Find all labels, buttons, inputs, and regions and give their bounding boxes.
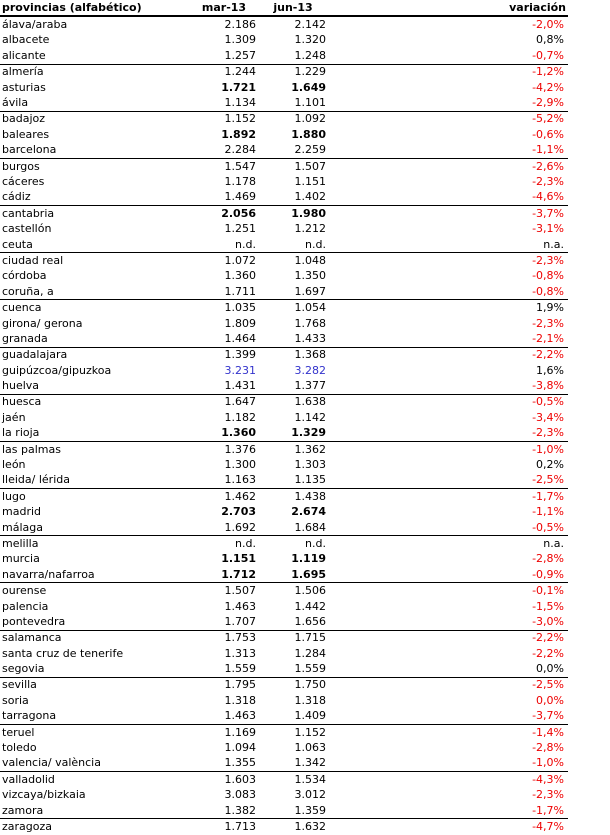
table-row	[0, 693, 568, 708]
mar-value-cell: 1.376	[190, 441, 258, 457]
jun-value-cell: 1.697	[294, 284, 326, 298]
mar-value-cell: 1.463	[224, 709, 256, 723]
mar-value-cell: 1.163	[224, 473, 256, 487]
table-row	[0, 127, 568, 142]
variation-cell: -2,3%	[532, 316, 564, 330]
province-cell: sevilla	[0, 677, 190, 693]
variation-cell: -3,0%	[532, 614, 564, 628]
variation-cell: -2,2%	[532, 646, 564, 660]
province-cell: lleida/ lérida	[2, 473, 70, 487]
province-cell: ciudad real	[0, 253, 190, 269]
table-row	[0, 788, 568, 803]
jun-value-cell: 3.012	[294, 788, 326, 802]
variation-cell: -2,3%	[532, 174, 564, 188]
variation-cell: -1,0%	[532, 756, 564, 770]
jun-value-cell: 1.438	[258, 489, 328, 505]
province-cell: zamora	[2, 803, 44, 817]
variation-cell: -5,2%	[328, 111, 568, 127]
province-cell: palencia	[2, 599, 49, 613]
mar-value-cell: 1.134	[224, 96, 256, 110]
table-row	[0, 237, 568, 253]
mar-value-cell: 1.244	[190, 64, 258, 80]
mar-value-cell: 1.094	[224, 741, 256, 755]
variation-cell: n.a.	[328, 536, 568, 552]
jun-value-cell: 2.259	[294, 143, 326, 157]
table-row	[0, 33, 568, 48]
table-row	[0, 316, 568, 331]
province-cell: guadalajara	[0, 347, 190, 363]
mar-value-cell: 1.892	[221, 127, 256, 141]
jun-value-cell: 1.135	[294, 473, 326, 487]
mar-value-cell: 1.355	[224, 756, 256, 770]
jun-value-cell: 1.320	[294, 33, 326, 47]
variation-cell: -2,9%	[532, 96, 564, 110]
jun-value-cell: 1.402	[294, 190, 326, 204]
table-row	[0, 552, 568, 567]
province-cell: granada	[2, 331, 48, 345]
province-cell: ourense	[0, 583, 190, 599]
variation-cell: -4,2%	[532, 80, 564, 94]
table-row	[0, 661, 568, 677]
variation-cell: -2,3%	[532, 426, 564, 440]
table-row	[0, 520, 568, 536]
jun-value-cell: 2.142	[294, 18, 326, 32]
table-row	[0, 16, 568, 32]
jun-value-cell: 1.506	[258, 583, 328, 599]
province-cell: salamanca	[0, 630, 190, 646]
variation-cell: -1,1%	[532, 143, 564, 157]
table-row	[0, 378, 568, 394]
table-row	[0, 567, 568, 583]
mar-value-cell: 2.056	[190, 206, 258, 222]
mar-value-cell: 1.464	[224, 331, 256, 345]
jun-value-cell: 1.151	[294, 174, 326, 188]
province-cell: guipúzcoa/gipuzkoa	[2, 363, 112, 377]
province-cell: baleares	[2, 127, 50, 141]
variation-cell: -0,9%	[532, 567, 564, 581]
table-row	[0, 347, 568, 363]
jun-value-cell: n.d.	[258, 536, 328, 552]
province-cell: las palmas	[0, 441, 190, 457]
province-cell: la rioja	[2, 426, 40, 440]
table-row	[0, 253, 568, 269]
variation-cell: -1,4%	[328, 724, 568, 740]
variation-cell: -1,7%	[532, 803, 564, 817]
mar-value-cell: 1.300	[224, 458, 256, 472]
province-cell: girona/ gerona	[2, 316, 83, 330]
province-cell: castellón	[2, 222, 52, 236]
jun-value-cell: 1.063	[294, 741, 326, 755]
mar-value-cell: 1.547	[190, 158, 258, 174]
variation-cell: -0,1%	[328, 583, 568, 599]
province-cell: albacete	[2, 33, 50, 47]
province-cell: lugo	[0, 489, 190, 505]
mar-value-cell: 3.231	[224, 363, 256, 377]
province-cell: león	[2, 458, 26, 472]
table-row	[0, 772, 568, 788]
table-row	[0, 269, 568, 284]
table-row	[0, 819, 568, 835]
table-row	[0, 410, 568, 425]
mar-value-cell: n.d.	[190, 536, 258, 552]
mar-value-cell: 1.399	[190, 347, 258, 363]
jun-value-cell: 1.329	[291, 426, 326, 440]
province-cell: almería	[0, 64, 190, 80]
table-row	[0, 111, 568, 127]
variation-cell: -4,7%	[328, 819, 568, 835]
jun-value-cell: 1.229	[258, 64, 328, 80]
mar-value-cell: 1.257	[224, 48, 256, 62]
jun-value-cell: 1.880	[291, 127, 326, 141]
province-cell: murcia	[2, 552, 40, 566]
variation-cell: -2,8%	[532, 741, 564, 755]
mar-value-cell: 1.151	[221, 552, 256, 566]
variation-cell: -0,8%	[532, 284, 564, 298]
mar-value-cell: 1.469	[224, 190, 256, 204]
jun-value-cell: 1.377	[294, 379, 326, 393]
variation-cell: -2,8%	[532, 552, 564, 566]
variation-cell: 0,0%	[536, 693, 564, 707]
mar-value-cell: 1.313	[224, 646, 256, 660]
header-variation: variación	[509, 0, 566, 14]
mar-value-cell: 1.182	[224, 410, 256, 424]
table-row	[0, 756, 568, 772]
province-cell: álava/araba	[2, 18, 68, 32]
variation-cell: -3,7%	[532, 709, 564, 723]
province-cell: soria	[2, 693, 29, 707]
province-cell: barcelona	[2, 143, 57, 157]
province-cell: cantabria	[0, 206, 190, 222]
jun-value-cell: 1.368	[258, 347, 328, 363]
province-cell: vizcaya/bizkaia	[2, 788, 86, 802]
mar-value-cell: 2.284	[224, 143, 256, 157]
table-row	[0, 630, 568, 646]
province-cell: santa cruz de tenerife	[2, 646, 124, 660]
province-cell: teruel	[0, 724, 190, 740]
jun-value-cell: 1.559	[294, 662, 326, 676]
jun-value-cell: 1.768	[294, 316, 326, 330]
table-body	[0, 16, 568, 834]
table-row	[0, 363, 568, 378]
header-jun: jun-13	[273, 0, 313, 14]
jun-value-cell: 1.638	[258, 394, 328, 410]
jun-value-cell: 1.980	[258, 206, 328, 222]
mar-value-cell: 1.692	[224, 520, 256, 534]
jun-value-cell: 1.342	[294, 756, 326, 770]
variation-cell: -2,0%	[532, 18, 564, 32]
province-cell: córdoba	[2, 269, 47, 283]
province-cell: alicante	[2, 48, 46, 62]
province-cell: málaga	[2, 520, 43, 534]
jun-value-cell: 1.362	[258, 441, 328, 457]
mar-value-cell: 1.707	[224, 614, 256, 628]
table-row	[0, 426, 568, 442]
table-row	[0, 190, 568, 206]
table-row	[0, 646, 568, 661]
mar-value-cell: 1.309	[224, 33, 256, 47]
mar-value-cell: 1.795	[190, 677, 258, 693]
mar-value-cell: 1.711	[224, 284, 256, 298]
table-row	[0, 174, 568, 189]
mar-value-cell: 1.559	[224, 662, 256, 676]
table-row	[0, 505, 568, 520]
variation-cell: -2,5%	[532, 473, 564, 487]
jun-value-cell: 1.092	[258, 111, 328, 127]
province-cell: navarra/nafarroa	[2, 567, 95, 581]
variation-cell: -4,6%	[532, 190, 564, 204]
mar-value-cell: 1.507	[190, 583, 258, 599]
table-row	[0, 599, 568, 614]
jun-value-cell: 1.684	[294, 520, 326, 534]
variation-cell: -3,4%	[532, 410, 564, 424]
jun-value-cell: 1.656	[294, 614, 326, 628]
province-cell: burgos	[0, 158, 190, 174]
table-row	[0, 331, 568, 347]
jun-value-cell: 1.649	[291, 80, 326, 94]
mar-value-cell: 1.169	[190, 724, 258, 740]
province-cell: tarragona	[2, 709, 57, 723]
mar-value-cell: 3.083	[224, 788, 256, 802]
variation-cell: -1,5%	[532, 599, 564, 613]
jun-value-cell: 1.750	[258, 677, 328, 693]
table-row	[0, 583, 568, 599]
mar-value-cell: 1.318	[224, 693, 256, 707]
variation-cell: 0,0%	[536, 662, 564, 676]
table-row	[0, 206, 568, 222]
table-row	[0, 158, 568, 174]
jun-value-cell: 1.054	[258, 300, 328, 316]
table-row	[0, 536, 568, 552]
mar-value-cell: 1.178	[224, 174, 256, 188]
jun-value-cell: 1.442	[294, 599, 326, 613]
table-row	[0, 95, 568, 111]
jun-value-cell: 1.142	[294, 410, 326, 424]
mar-value-cell: 1.462	[190, 489, 258, 505]
province-cell: segovia	[2, 662, 45, 676]
mar-value-cell: 1.072	[190, 253, 258, 269]
variation-cell: -2,1%	[532, 331, 564, 345]
table-row	[0, 441, 568, 457]
table-row	[0, 64, 568, 80]
province-cell: coruña, a	[2, 284, 54, 298]
jun-value-cell: 1.695	[291, 567, 326, 581]
mar-value-cell: 1.712	[221, 567, 256, 581]
variation-cell: -2,3%	[328, 253, 568, 269]
province-cell: jaén	[2, 410, 26, 424]
jun-value-cell: 1.152	[258, 724, 328, 740]
mar-value-cell: 1.431	[224, 379, 256, 393]
mar-value-cell: n.d.	[235, 237, 256, 251]
variation-cell: 1,9%	[328, 300, 568, 316]
header-province: provincias (alfabético)	[2, 0, 142, 14]
table-row	[0, 489, 568, 505]
mar-value-cell: 1.603	[190, 772, 258, 788]
mar-value-cell: 1.035	[190, 300, 258, 316]
mar-value-cell: 1.463	[224, 599, 256, 613]
variation-cell: -1,0%	[328, 441, 568, 457]
jun-value-cell: 2.674	[291, 505, 326, 519]
mar-value-cell: 2.186	[224, 18, 256, 32]
jun-value-cell: 1.119	[291, 552, 326, 566]
jun-value-cell: 1.715	[258, 630, 328, 646]
jun-value-cell: 1.409	[294, 709, 326, 723]
table-row	[0, 457, 568, 472]
province-cell: madrid	[2, 505, 41, 519]
jun-value-cell: 1.534	[258, 772, 328, 788]
variation-cell: -4,3%	[328, 772, 568, 788]
variation-cell: -2,3%	[532, 788, 564, 802]
jun-value-cell: 1.048	[258, 253, 328, 269]
variation-cell: -0,7%	[532, 48, 564, 62]
province-cell: huesca	[0, 394, 190, 410]
table-row	[0, 614, 568, 630]
mar-value-cell: 1.647	[190, 394, 258, 410]
variation-cell: 1,6%	[536, 363, 564, 377]
mar-value-cell: 1.360	[224, 269, 256, 283]
header-mar: mar-13	[201, 0, 247, 14]
mar-value-cell: 2.703	[221, 505, 256, 519]
table-row	[0, 221, 568, 236]
variation-cell: n.a.	[543, 237, 564, 251]
variation-cell: -1,2%	[328, 64, 568, 80]
variation-cell: -0,5%	[328, 394, 568, 410]
table-row	[0, 143, 568, 159]
variation-cell: -0,6%	[532, 127, 564, 141]
jun-value-cell: n.d.	[305, 237, 326, 251]
province-cell: cuenca	[0, 300, 190, 316]
province-cell: asturias	[2, 80, 46, 94]
province-cell: badajoz	[0, 111, 190, 127]
table-row	[0, 300, 568, 316]
variation-cell: -2,2%	[328, 347, 568, 363]
variation-cell: -1,1%	[532, 505, 564, 519]
province-cell: cáceres	[2, 174, 45, 188]
variation-cell: -1,7%	[328, 489, 568, 505]
mar-value-cell: 1.753	[190, 630, 258, 646]
province-cell: ceuta	[2, 237, 33, 251]
table-row	[0, 740, 568, 755]
jun-value-cell: 1.284	[294, 646, 326, 660]
jun-value-cell: 1.303	[294, 458, 326, 472]
mar-value-cell: 1.360	[221, 426, 256, 440]
jun-value-cell: 1.433	[294, 331, 326, 345]
jun-value-cell: 1.632	[258, 819, 328, 835]
table-row	[0, 80, 568, 95]
variation-cell: -3,1%	[532, 222, 564, 236]
mar-value-cell: 1.721	[221, 80, 256, 94]
table-row	[0, 394, 568, 410]
jun-value-cell: 3.282	[294, 363, 326, 377]
province-cell: zaragoza	[0, 819, 190, 835]
jun-value-cell: 1.248	[294, 48, 326, 62]
mar-value-cell: 1.251	[224, 222, 256, 236]
table-row	[0, 803, 568, 819]
jun-value-cell: 1.350	[294, 269, 326, 283]
variation-cell: -3,7%	[328, 206, 568, 222]
province-cell: valladolid	[0, 772, 190, 788]
variation-cell: -2,5%	[328, 677, 568, 693]
province-cell: pontevedra	[2, 614, 66, 628]
table-row	[0, 48, 568, 64]
table-row	[0, 724, 568, 740]
jun-value-cell: 1.507	[258, 158, 328, 174]
variation-cell: 0,8%	[536, 33, 564, 47]
variation-cell: -3,8%	[532, 379, 564, 393]
table-row	[0, 284, 568, 300]
variation-cell: 0,2%	[536, 458, 564, 472]
table-row	[0, 677, 568, 693]
mar-value-cell: 1.809	[224, 316, 256, 330]
mar-value-cell: 1.152	[190, 111, 258, 127]
mar-value-cell: 1.713	[190, 819, 258, 835]
variation-cell: -0,5%	[532, 520, 564, 534]
jun-value-cell: 1.212	[294, 222, 326, 236]
jun-value-cell: 1.359	[294, 803, 326, 817]
province-cell: toledo	[2, 741, 37, 755]
province-cell: huelva	[2, 379, 40, 393]
table-row	[0, 709, 568, 725]
province-cell: valencia/ valència	[2, 756, 101, 770]
variation-cell: -2,2%	[328, 630, 568, 646]
province-cell: melilla	[0, 536, 190, 552]
jun-value-cell: 1.318	[294, 693, 326, 707]
province-cell: cádiz	[2, 190, 31, 204]
header-row	[0, 0, 568, 16]
variation-cell: -0,8%	[532, 269, 564, 283]
jun-value-cell: 1.101	[294, 96, 326, 110]
table-row	[0, 473, 568, 489]
variation-cell: -2,6%	[328, 158, 568, 174]
province-cell: ávila	[2, 96, 29, 110]
mar-value-cell: 1.382	[224, 803, 256, 817]
